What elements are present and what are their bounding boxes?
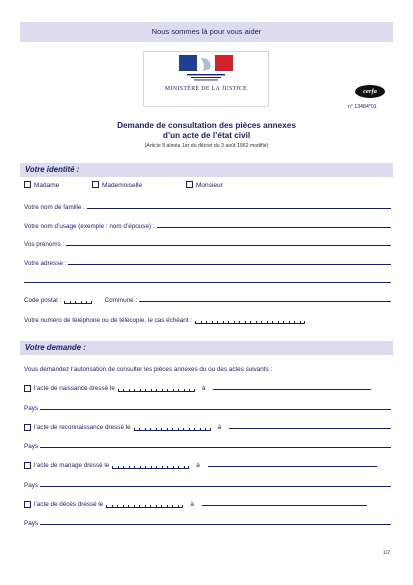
family-name-label: Votre nom de famille : [24, 204, 85, 211]
postal-code-label: Code postal : [24, 297, 62, 304]
birth-act-place-field[interactable] [213, 389, 371, 390]
recognition-country-row [24, 440, 391, 450]
birth-country-field[interactable] [40, 409, 391, 410]
address-line-2-row [24, 275, 391, 285]
section-identity-heading: Votre identité : [20, 163, 393, 177]
section-request-heading: Votre demande : [20, 341, 393, 355]
marriage-act-checkbox[interactable] [24, 462, 31, 469]
birth-country-label: Pays [24, 405, 38, 412]
death-country-label: Pays [24, 520, 38, 527]
marriage-country-label: Pays [24, 482, 38, 489]
family-name-row [24, 201, 391, 211]
civility-choices [24, 181, 223, 189]
recognition-act-label: l’acte de reconnaissance dressé le [34, 424, 131, 431]
usage-name-label: Votre nom d’usage (exemple : nom d’épouse) : [24, 223, 155, 230]
mademoiselle-checkbox[interactable] [92, 181, 99, 188]
recognition-act-place-label: à [217, 424, 222, 431]
recognition-act-date-field[interactable] [134, 425, 211, 431]
request-intro: Vous demandez l’autorisation de consulter les pièces annexes du ou des actes suivants : [24, 366, 273, 373]
death-act-date-field[interactable] [106, 502, 183, 508]
recognition-country-field[interactable] [40, 447, 391, 448]
monsieur-checkbox[interactable] [186, 181, 193, 188]
marriage-act-place-field[interactable] [208, 466, 377, 467]
first-names-label: Vos prénoms : [24, 241, 65, 248]
recognition-act-checkbox[interactable] [24, 424, 31, 431]
postal-code-field[interactable] [64, 298, 92, 304]
recognition-act-place-field[interactable] [229, 428, 391, 429]
usage-name-field[interactable] [157, 227, 391, 228]
page-number: 1/2 [383, 550, 390, 556]
family-name-field[interactable] [87, 208, 391, 209]
phone-row [24, 314, 391, 324]
help-banner: Nous sommes là pour vous aider [20, 22, 393, 42]
recognition-country-label: Pays [24, 443, 38, 450]
marriage-act-label: l’acte de mariage dressé le [34, 462, 110, 469]
birth-act-date-field[interactable] [118, 386, 195, 392]
form-number: n° 13484*01 [348, 104, 377, 110]
birth-act-place-label: à [201, 385, 206, 392]
title-line-2: d’un acte de l’état civil [162, 131, 251, 140]
address-field[interactable] [68, 264, 391, 265]
marriage-country-row [24, 479, 391, 489]
legal-reference: (Article 8 alinéa 1er du décret du 3 août 1962 modifié) [144, 143, 269, 149]
address-line-2-field[interactable] [24, 282, 391, 283]
death-act-label: l’acte de décès dressé le [34, 501, 104, 508]
postal-row [24, 294, 391, 304]
mademoiselle-option[interactable]: Mademoiselle [92, 181, 186, 189]
marriage-act-row [24, 459, 391, 469]
marriage-act-place-label: à [196, 462, 200, 469]
death-country-row [24, 517, 391, 527]
ministry-logo [143, 51, 269, 107]
title-line-1: Demande de consultation des pièces annexes [117, 121, 296, 130]
first-names-row [24, 238, 391, 248]
marianne-flag-icon [179, 55, 233, 83]
address-label: Votre adresse : [24, 260, 67, 267]
cerfa-logo: cerfa [355, 85, 385, 98]
birth-act-label: l’acte de naissance dressé le [34, 385, 115, 392]
phone-label: Votre numéro de téléphone ou de télécopie, le cas échéant : [24, 317, 193, 324]
marriage-country-field[interactable] [40, 486, 391, 487]
phone-field[interactable] [195, 318, 305, 324]
ministry-name: MINISTÈRE DE LA JUSTICE [164, 86, 248, 92]
death-act-place-field[interactable] [202, 505, 367, 506]
birth-act-checkbox[interactable] [24, 385, 31, 392]
birth-act-row [24, 382, 391, 392]
death-act-checkbox[interactable] [24, 501, 31, 508]
commune-field[interactable] [139, 301, 391, 302]
first-names-field[interactable] [66, 245, 391, 246]
address-row [24, 257, 391, 267]
form-title [60, 121, 353, 141]
madame-option[interactable]: Madame [24, 181, 92, 189]
commune-label: Commune : [104, 297, 138, 304]
birth-country-row [24, 402, 391, 412]
monsieur-option[interactable]: Monsieur [186, 181, 223, 189]
death-act-row [24, 498, 391, 508]
death-act-place-label: à [190, 501, 194, 508]
marriage-act-date-field[interactable] [112, 463, 189, 469]
madame-checkbox[interactable] [24, 181, 31, 188]
death-country-field[interactable] [40, 524, 391, 525]
recognition-act-row [24, 421, 391, 431]
usage-name-row [24, 220, 391, 230]
